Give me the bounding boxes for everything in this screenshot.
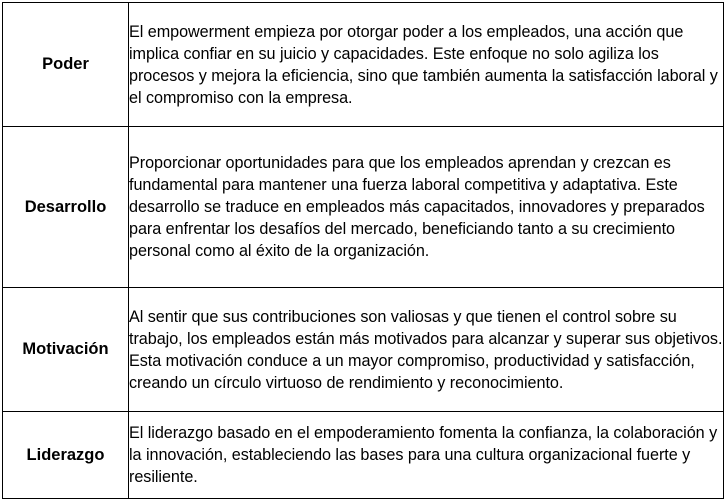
term-cell-motivacion: Motivación bbox=[3, 288, 129, 412]
table-row bbox=[3, 412, 724, 499]
empowerment-table bbox=[2, 2, 724, 499]
term-cell-poder: Poder bbox=[3, 3, 129, 127]
term-cell-liderazgo: Liderazgo bbox=[3, 412, 129, 499]
table-row bbox=[3, 3, 724, 127]
description-cell-liderazgo: El liderazgo basado en el empoderamiento fomenta la confianza, la colaboración y la innovación, estableciendo las bases para una cultura organizacional fuerte y resiliente. bbox=[129, 412, 724, 499]
table-row bbox=[3, 127, 724, 288]
term-cell-desarrollo: Desarrollo bbox=[3, 127, 129, 288]
description-cell-poder: El empowerment empieza por otorgar poder a los empleados, una acción que implica confiar en su juicio y capacidades. Este enfoque no solo agiliza los procesos y mejora la eficiencia, sino que también aumenta la satisfacción laboral y el compromiso con la empresa. bbox=[129, 3, 724, 127]
table-row bbox=[3, 288, 724, 412]
description-cell-motivacion: Al sentir que sus contribuciones son valiosas y que tienen el control sobre su trabajo, los empleados están más motivados para alcanzar y superar sus objetivos. Esta motivación conduce a un mayor compromiso, productividad y satisfacción, creando un círculo virtuoso de rendimiento y reconocimiento. bbox=[129, 288, 724, 412]
description-cell-desarrollo: Proporcionar oportunidades para que los empleados aprendan y crezcan es fundamental para mantener una fuerza laboral competitiva y adaptativa. Este desarrollo se traduce en empleados más capacitados, innovadores y preparados para enfrentar los desafíos del mercado, beneficiando tanto a su crecimiento personal como al éxito de la organización. bbox=[129, 127, 724, 288]
